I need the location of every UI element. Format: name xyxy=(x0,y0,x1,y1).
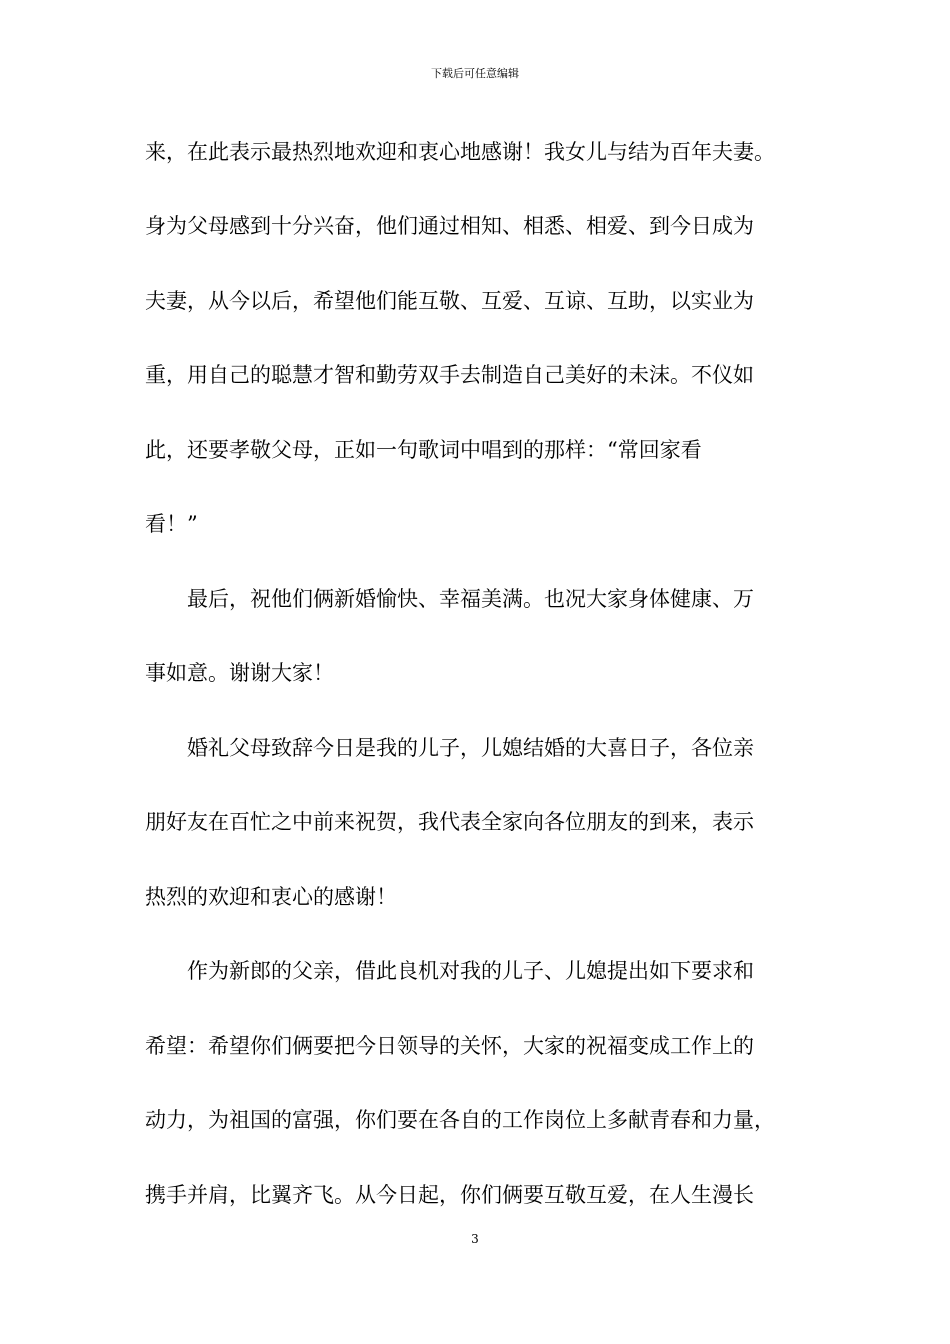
body-text-line: 事如意。谢谢大家！ xyxy=(145,661,334,685)
body-text-line: 夫妻，从今以后，希望他们能互敬、互爱、互谅、互助，以实业为 xyxy=(145,289,754,313)
body-text-line: 看！” xyxy=(145,512,198,536)
body-text-line: 作为新郎的父亲，借此良机对我的儿子、儿媳提出如下要求和 xyxy=(145,959,754,983)
body-text-line: 此，还要孝敬父母，正如一句歌词中唱到的那样：“常回家看 xyxy=(145,438,702,462)
body-text-line: 身为父母感到十分兴奋，他们通过相知、相悉、相爱、到今日成为 xyxy=(145,214,754,238)
body-text-line: 来，在此表示最热烈地欢迎和衷心地感谢！我女儿与结为百年夫妻。 xyxy=(145,140,775,164)
body-text-line: 希望：希望你们俩要把今日领导的关怀，大家的祝福变成工作上的 xyxy=(145,1034,754,1058)
body-text-line: 动力，为祖国的富强，你们要在各自的工作岗位上多献青春和力量， xyxy=(145,1108,775,1132)
body-text-line: 携手并肩，比翼齐飞。从今日起，你们俩要互敬互爱，在人生漫长 xyxy=(145,1183,754,1207)
page-number: 3 xyxy=(471,1232,479,1246)
body-text-line: 热烈的欢迎和衷心的感谢！ xyxy=(145,885,397,909)
body-text-line: 朋好友在百忙之中前来祝贺，我代表全家向各位朋友的到来，表示 xyxy=(145,810,754,834)
body-text-line: 最后，祝他们俩新婚愉快、幸福美满。也况大家身体健康、万 xyxy=(145,587,754,611)
page-header: 下载后可任意编辑 xyxy=(431,67,519,80)
body-text-line: 婚礼父母致辞今日是我的儿子，儿媳结婚的大喜日子，各位亲 xyxy=(145,736,754,760)
body-text-line: 重，用自己的聪慧才智和勤劳双手去制造自己美好的未沫。不仪如 xyxy=(145,363,754,387)
